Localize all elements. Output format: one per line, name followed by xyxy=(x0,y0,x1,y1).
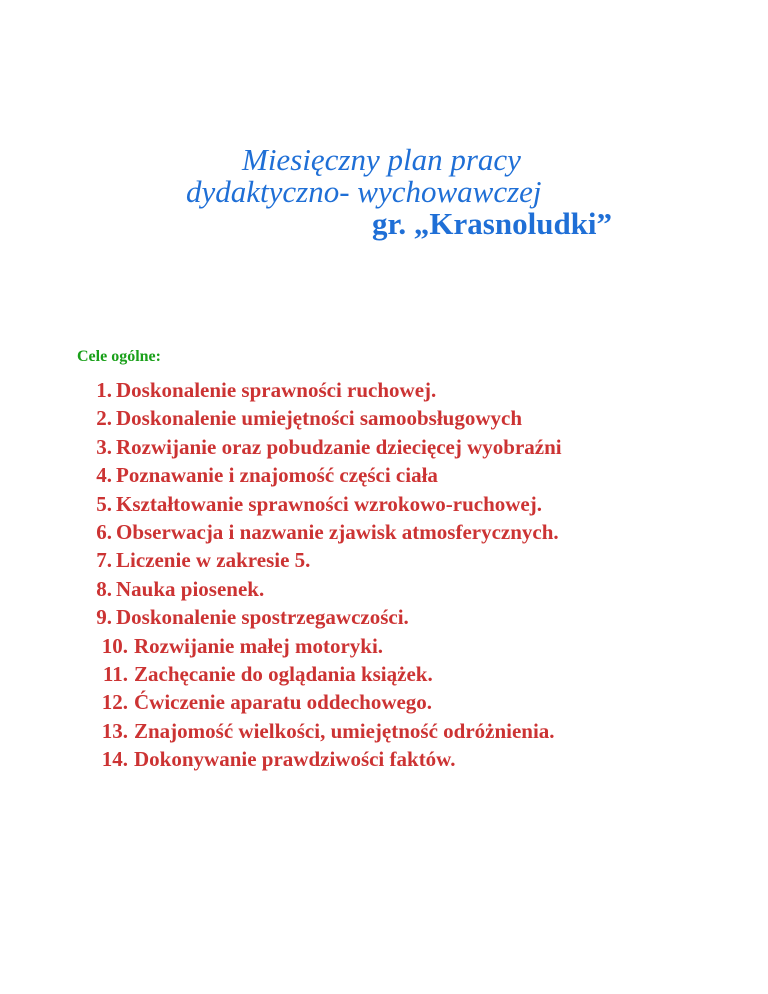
goal-number: 6. xyxy=(96,519,112,544)
goal-item xyxy=(76,461,562,489)
goal-text: Dokonywanie prawdziwości faktów. xyxy=(134,747,456,772)
goals-list xyxy=(76,376,562,773)
goal-item xyxy=(76,546,562,574)
goal-text: Obserwacja i nazwanie zjawisk atmosferycznych. xyxy=(116,519,559,544)
goal-text: Poznawanie i znajomość części ciała xyxy=(116,463,438,488)
goal-number: 7. xyxy=(96,548,112,573)
goal-number: 4. xyxy=(96,463,112,488)
goal-number: 13. xyxy=(101,718,128,743)
title-line-3: gr. „Krasnoludki” xyxy=(372,206,613,241)
goal-text: Doskonalenie spostrzegawczości. xyxy=(116,605,409,630)
goal-text: Rozwijanie oraz pobudzanie dziecięcej wyobraźni xyxy=(116,434,562,459)
goal-item xyxy=(76,660,562,688)
goal-number: 3. xyxy=(96,434,112,459)
goal-text: Ćwiczenie aparatu oddechowego. xyxy=(134,690,433,715)
goal-text: Zachęcanie do oglądania książek. xyxy=(134,661,433,686)
goal-number: 2. xyxy=(96,406,112,431)
goal-item xyxy=(76,490,562,518)
goal-text: Rozwijanie małej motoryki. xyxy=(134,633,384,658)
goal-number: 14. xyxy=(101,747,128,772)
goal-number: 1. xyxy=(96,378,112,402)
title-line-2: dydaktyczno- wychowawczej xyxy=(186,174,542,209)
goal-item xyxy=(76,745,562,773)
goal-item xyxy=(76,632,562,660)
goal-number: 5. xyxy=(96,491,112,516)
goal-number: 11. xyxy=(102,661,128,686)
section-label-general-goals: Cele ogólne: xyxy=(77,348,161,365)
goal-text: Doskonalenie sprawności ruchowej. xyxy=(116,378,437,402)
goal-number: 12. xyxy=(101,690,128,715)
goal-text: Liczenie w zakresie 5. xyxy=(116,548,311,573)
goal-number: 9. xyxy=(96,605,112,630)
goal-number: 10. xyxy=(101,633,128,658)
goal-item xyxy=(76,717,562,745)
goal-item xyxy=(76,688,562,716)
goal-item xyxy=(76,603,562,631)
goal-item xyxy=(76,518,562,546)
goal-text: Znajomość wielkości, umiejętność odróżnienia. xyxy=(134,718,555,743)
title-line-1: Miesięczny plan pracy xyxy=(242,142,521,177)
goal-item xyxy=(76,376,562,404)
goal-text: Doskonalenie umiejętności samoobsługowych xyxy=(116,406,523,431)
goal-item xyxy=(76,404,562,432)
goal-text: Kształtowanie sprawności wzrokowo-ruchowej. xyxy=(116,491,542,516)
goal-item xyxy=(76,433,562,461)
goal-item xyxy=(76,575,562,603)
goal-number: 8. xyxy=(96,576,112,601)
goal-text: Nauka piosenek. xyxy=(116,576,265,601)
